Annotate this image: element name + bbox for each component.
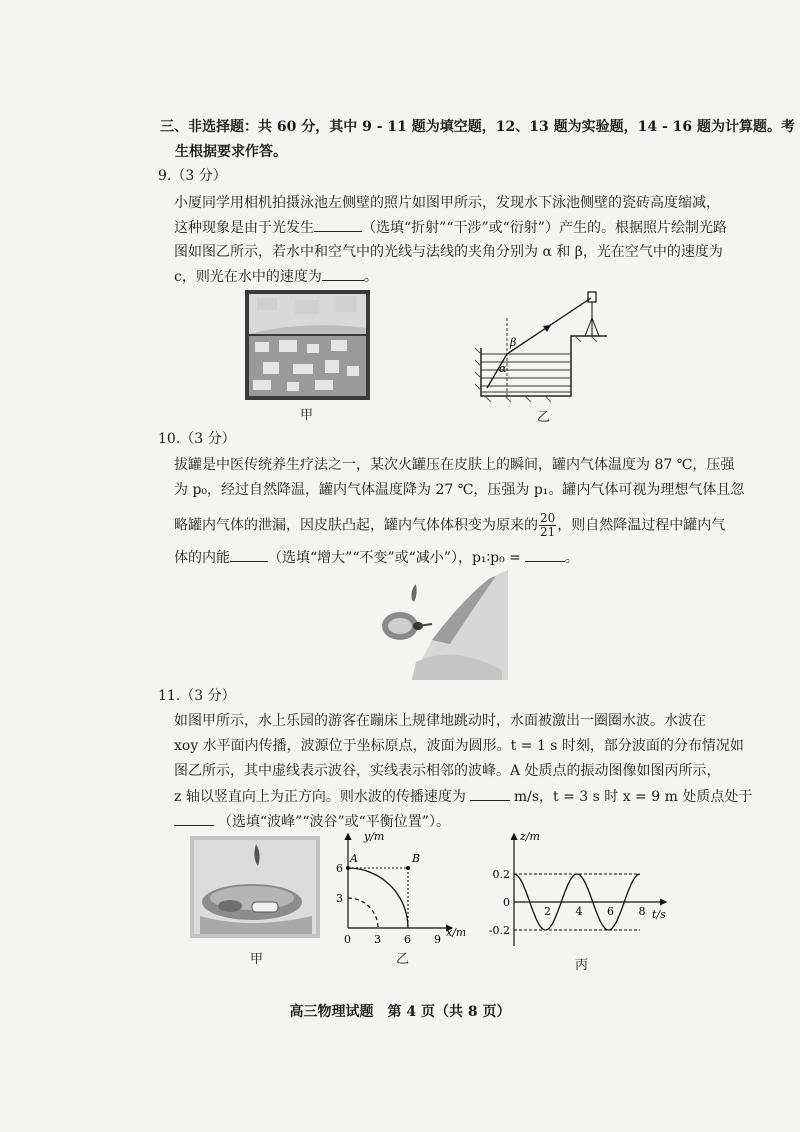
vibration-graph: [478, 826, 678, 952]
bing-tick-y-neg0.2: -0.2: [488, 924, 510, 937]
q11-line-5-a: （选填“波峰”“波谷”或“平衡位置”）。: [218, 814, 450, 830]
q9-label-alpha: α: [499, 362, 507, 375]
yi-tick-y-6: 6: [336, 862, 343, 875]
q10-line-3-a: 略罐内气体的泄漏，因皮肤凸起，罐内气体体积变为原来的: [174, 517, 538, 534]
q9-line-4-b: 。: [363, 269, 378, 285]
q9-line-4-a: c，则光在水中的速度为: [174, 269, 322, 285]
q11-blank-2[interactable]: [174, 811, 214, 826]
q9-line-4: [174, 266, 378, 287]
bing-tick-x-8: 8: [638, 905, 646, 918]
yi-label-A: A: [350, 852, 358, 865]
q11-caption-bing: 丙: [575, 958, 589, 973]
q11-caption-jia: 甲: [250, 952, 264, 967]
q10-blank-2[interactable]: [525, 547, 565, 562]
q10-line-1: 拔罐是中医传统养生疗法之一，某次火罐压在皮肤上的瞬间，罐内气体温度为 87 ℃，压强: [174, 457, 735, 473]
bing-tick-x-6: 6: [607, 905, 614, 918]
q9-label-beta: β: [510, 336, 517, 349]
q11-chart-bing: [478, 826, 678, 952]
page-footer: 高三物理试题 第 4 页（共 8 页）: [289, 1004, 511, 1020]
q10-line-2: 为 p₀，经过自然降温，罐内气体温度降为 27 ℃，压强为 p₁。罐内气体可视为理想气体且忽: [174, 482, 745, 498]
q9-line-1: 小厦同学用相机拍摄泳池左侧壁的照片如图甲所示，发现水下泳池侧壁的瓷砖高度缩减，: [174, 195, 720, 211]
q10-line-4-c: 。: [564, 550, 579, 566]
q9-diagram-yi: [475, 288, 610, 404]
q10-line-4-a: 体的内能: [174, 550, 230, 566]
q11-caption-yi: 乙: [396, 952, 410, 967]
q10-number: 10.（3 分）: [158, 431, 236, 447]
q10-line-3: [174, 512, 725, 539]
q9-line-2-b: （选填“折射”“干涉”或“衍射”）产生的。根据照片绘制光路: [362, 220, 727, 236]
bing-axis-x-label: t/s: [652, 908, 666, 921]
yi-label-B: B: [412, 852, 421, 865]
section-heading-line-1: 三、非选择题：共 60 分，其中 9 - 11 题为填空题，12、13 题为实验题，14 - 16 题为计算题。考: [160, 119, 795, 135]
q10-fraction-den: 21: [540, 525, 556, 539]
q9-line-2: [174, 217, 727, 238]
q9-photo-jia: [245, 290, 370, 400]
q10-line-4: [174, 547, 579, 568]
q10-fraction: [539, 512, 556, 539]
bing-tick-x-2: 2: [544, 905, 551, 918]
q11-photo-jia: [190, 836, 320, 938]
q11-line-4-b: m/s，t = 3 s 时 x = 9 m 处质点处于: [513, 789, 753, 805]
q9-caption-yi: 乙: [537, 410, 551, 425]
q10-blank-1[interactable]: [230, 547, 268, 562]
q9-blank-2[interactable]: [322, 266, 364, 281]
yi-tick-x-9: 9: [434, 933, 441, 946]
q11-diagram-yi: [330, 828, 465, 948]
q11-number: 11.（3 分）: [158, 688, 236, 704]
q10-line-4-b: （选填“增大”“不变”或“减小”），p₁∶p₀ =: [268, 550, 521, 566]
q10-line-3-b: ，则自然降温过程中罐内气: [557, 517, 726, 534]
bing-tick-x-4: 4: [575, 905, 583, 918]
q9-line-3: 图如图乙所示，若水中和空气中的光线与法线的夹角分别为 α 和 β，光在空气中的速度为: [174, 244, 723, 260]
q10-fraction-num: 20: [540, 511, 556, 525]
bing-tick-y-0: 0: [503, 896, 510, 909]
q9-line-2-a: 这种现象是由于光发生: [174, 220, 314, 236]
q11-line-1: 如图甲所示，水上乐园的游客在蹦床上规律地跳动时，水面被激出一圈圈水波。水波在: [174, 713, 706, 729]
q9-caption-jia: 甲: [300, 408, 314, 423]
q9-number: 9.（3 分）: [158, 168, 227, 184]
q11-line-3: 图乙所示，其中虚线表示波谷，实线表示相邻的波峰。A 处质点的振动图像如图丙所示，: [174, 763, 721, 779]
yi-tick-x-3: 3: [374, 933, 381, 946]
yi-axis-x-label: x/m: [446, 926, 465, 939]
q11-line-4: [174, 786, 752, 807]
yi-tick-x-0: 0: [344, 933, 351, 946]
q11-line-4-a: z 轴以竖直向上为正方向。则水波的传播速度为: [174, 789, 466, 805]
q11-line-2: xoy 水平面内传播，波源位于坐标原点，波面为圆形。t = 1 s 时刻，部分波面的分布情况如: [174, 738, 744, 754]
yi-tick-x-6: 6: [404, 933, 411, 946]
bing-axis-y-label: z/m: [520, 830, 540, 843]
q10-cupping-photo: [372, 570, 508, 680]
q9-blank-1[interactable]: [314, 217, 362, 232]
bing-tick-y-0.2: 0.2: [492, 868, 510, 881]
yi-tick-y-3: 3: [336, 892, 343, 905]
section-heading-line-2: 生根据要求作答。: [175, 144, 287, 160]
q11-blank-1[interactable]: [470, 786, 510, 801]
yi-axis-y-label: y/m: [364, 830, 385, 843]
